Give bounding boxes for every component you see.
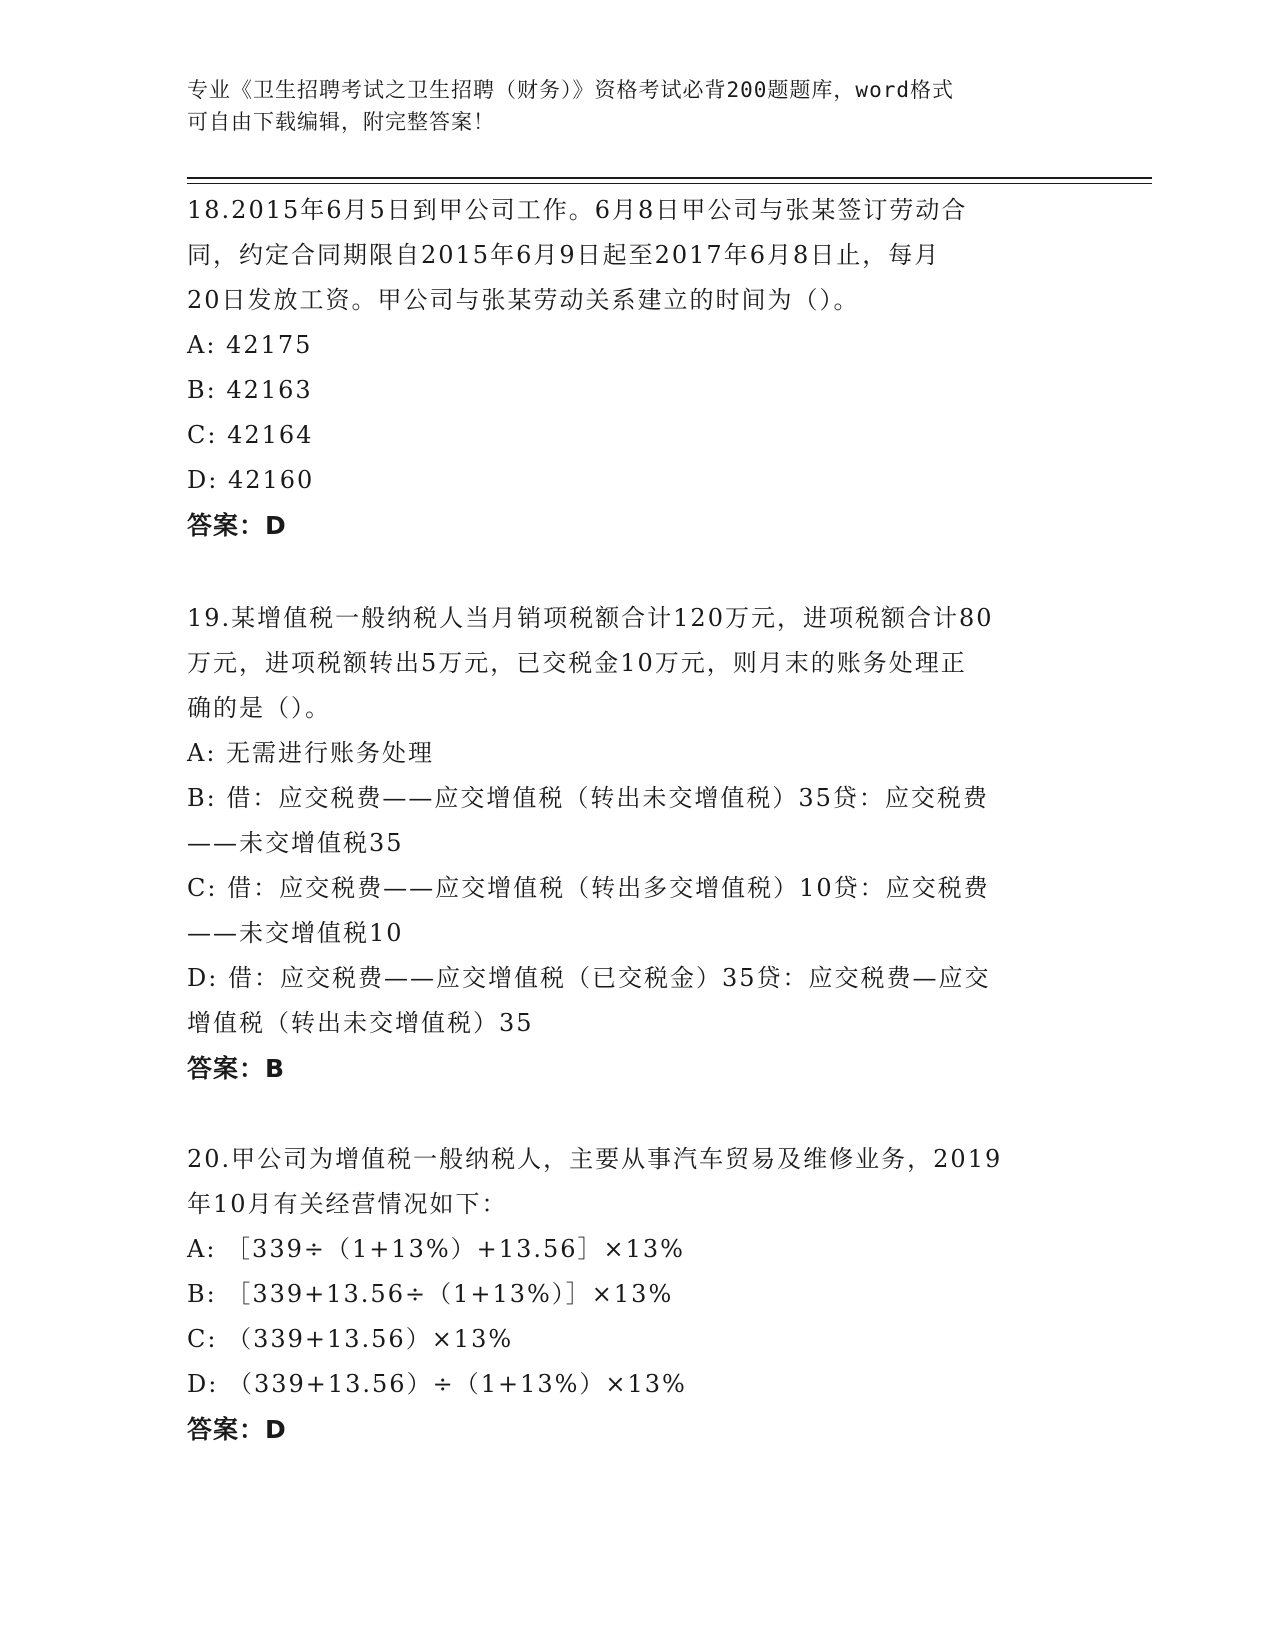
option-c: C: 借：应交税费——应交增值税（转出多交增值税）10贷：应交税费: [187, 874, 990, 902]
question-text-line: 同，约定合同期限自2015年6月9日起至2017年6月8日止，每月: [187, 241, 941, 269]
answer-line: 答案：D: [187, 511, 287, 540]
option-c: C: （339+13.56）×13%: [187, 1325, 514, 1353]
question-text-line: 年10月有关经营情况如下：: [187, 1190, 508, 1218]
header-line-2: 可自由下载编辑，附完整答案！: [187, 110, 495, 134]
header-rule-thin: [187, 183, 1152, 184]
option-c: C: 42164: [187, 421, 314, 449]
question-text-line: 确的是（）。: [187, 694, 331, 722]
question-19: [187, 596, 1077, 1091]
question-text-line: 18.2015年6月5日到甲公司工作。6月8日甲公司与张某签订劳动合: [187, 196, 968, 224]
option-d: D: 42160: [187, 466, 315, 494]
header-rule-thick: [187, 177, 1152, 179]
answer-line: 答案：B: [187, 1054, 286, 1083]
question-18: [187, 188, 1077, 548]
option-b: B: 42163: [187, 376, 313, 404]
header-line-1: 专业《卫生招聘考试之卫生招聘（财务）》资格考试必背200题题库，word格式: [187, 78, 954, 102]
option-d-continued: 增值税（转出未交增值税）35: [187, 1009, 534, 1037]
option-b: B: ［339+13.56÷（1+13%）］×13%: [187, 1280, 674, 1308]
question-20: [187, 1137, 1077, 1452]
option-a: A: 42175: [187, 331, 313, 359]
option-a: A: 无需进行账务处理: [187, 739, 435, 767]
document-header: [187, 74, 1067, 138]
option-b-continued: ——未交增值税35: [187, 829, 404, 857]
option-c-continued: ——未交增值税10: [187, 919, 404, 947]
option-d: D: （339+13.56）÷（1+13%）×13%: [187, 1370, 687, 1398]
option-d: D: 借：应交税费——应交增值税（已交税金）35贷：应交税费—应交: [187, 964, 991, 992]
question-text-line: 20.甲公司为增值税一般纳税人，主要从事汽车贸易及维修业务，2019: [187, 1145, 1003, 1173]
question-text-line: 19.某增值税一般纳税人当月销项税额合计120万元，进项税额合计80: [187, 604, 994, 632]
option-b: B: 借：应交税费——应交增值税（转出未交增值税）35贷：应交税费: [187, 784, 989, 812]
question-text-line: 20日发放工资。甲公司与张某劳动关系建立的时间为（）。: [187, 286, 860, 314]
answer-line: 答案：D: [187, 1415, 287, 1444]
question-text-line: 万元，进项税额转出5万元，已交税金10万元，则月末的账务处理正: [187, 649, 967, 677]
option-a: A: ［339÷（1+13%）+13.56］×13%: [187, 1235, 685, 1263]
